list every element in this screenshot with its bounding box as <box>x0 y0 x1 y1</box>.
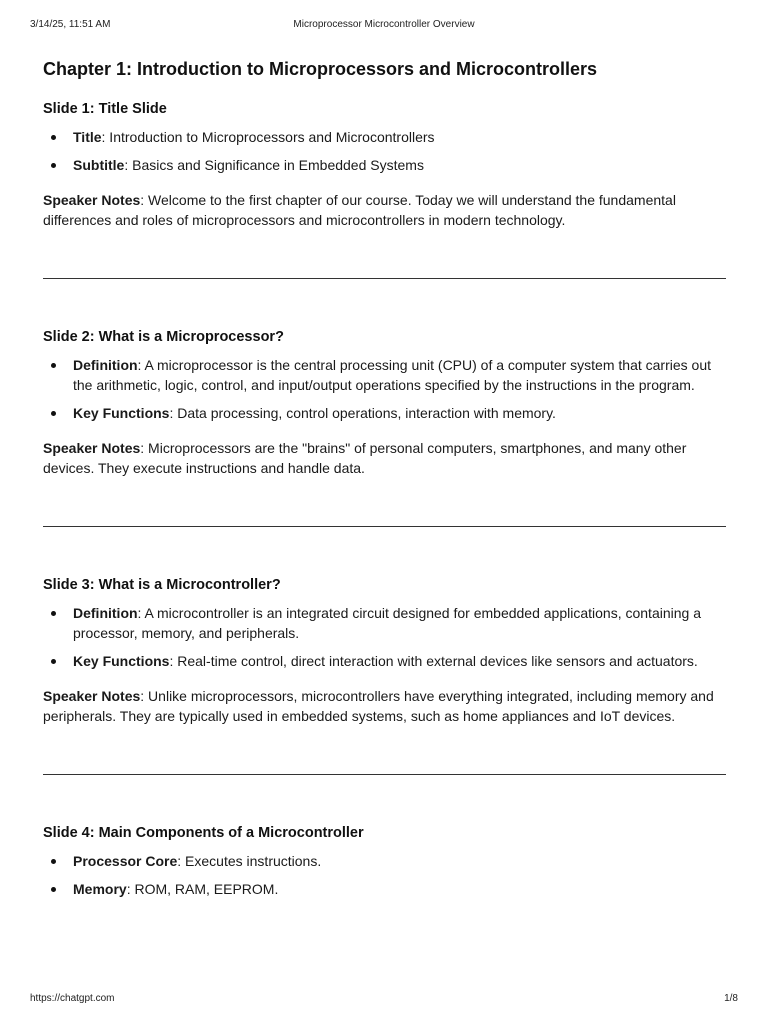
bullet-term: Key Functions <box>73 653 170 669</box>
list-item <box>43 603 726 643</box>
list-item <box>43 403 726 423</box>
bullet-text: : Basics and Significance in Embedded Systems <box>124 157 424 173</box>
bullet-list <box>43 851 726 899</box>
print-header <box>30 19 738 33</box>
page-number: 1/8 <box>724 993 738 1004</box>
speaker-notes-text: : Unlike microprocessors, microcontrollers have everything integrated, including memory and peripherals. They are typically used in embedded systems, such as home appliances and IoT devices. <box>43 688 714 724</box>
print-datetime: 3/14/25, 11:51 AM <box>30 19 111 30</box>
chapter-title: Chapter 1: Introduction to Microprocessors and Microcontrollers <box>43 59 598 79</box>
list-item <box>43 155 726 175</box>
bullet-text: : Data processing, control operations, interaction with memory. <box>169 405 556 421</box>
slide-section <box>43 327 726 478</box>
bullet-list <box>43 355 726 423</box>
slide-heading: Slide 4: Main Components of a Microcontroller <box>43 825 364 841</box>
bullet-text: : A microprocessor is the central processing unit (CPU) of a computer system that carries out the arithmetic, logic, control, and input/output operations specified by the instructions in the program. <box>73 357 711 393</box>
list-item <box>43 651 726 671</box>
speaker-notes <box>43 438 726 478</box>
document-body <box>43 55 726 914</box>
bullet-text: : Introduction to Microprocessors and Microcontrollers <box>101 129 435 145</box>
bullet-term: Key Functions <box>73 405 170 421</box>
bullet-term: Definition <box>73 357 138 373</box>
bullet-text: : ROM, RAM, EEPROM. <box>126 881 279 897</box>
bullet-term: Definition <box>73 605 138 621</box>
speaker-notes-label: Speaker Notes <box>43 688 141 704</box>
list-item <box>43 127 726 147</box>
bullet-text: : A microcontroller is an integrated circuit designed for embedded applications, containing a processor, memory, and peripherals. <box>73 605 701 641</box>
speaker-notes-label: Speaker Notes <box>43 440 141 456</box>
slide-section <box>43 823 726 899</box>
slide-section <box>43 575 726 726</box>
speaker-notes-label: Speaker Notes <box>43 192 141 208</box>
slide-heading: Slide 1: Title Slide <box>43 101 167 117</box>
bullet-term: Memory <box>73 881 127 897</box>
bullet-list <box>43 127 726 175</box>
list-item <box>43 355 726 395</box>
section-divider <box>43 278 726 279</box>
list-item <box>43 851 726 871</box>
speaker-notes <box>43 686 726 726</box>
print-source-url: https://chatgpt.com <box>30 993 115 1004</box>
bullet-list <box>43 603 726 671</box>
bullet-text: : Executes instructions. <box>177 853 322 869</box>
bullet-term: Title <box>73 129 102 145</box>
list-item <box>43 879 726 899</box>
speaker-notes-text: : Welcome to the first chapter of our course. Today we will understand the fundamental differences and roles of microprocessors and microcontrollers in modern technology. <box>43 192 676 228</box>
speaker-notes-text: : Microprocessors are the "brains" of personal computers, smartphones, and many other devices. They execute instructions and handle data. <box>43 440 687 476</box>
slide-heading: Slide 2: What is a Microprocessor? <box>43 329 284 345</box>
section-divider <box>43 774 726 775</box>
print-footer <box>30 993 738 1007</box>
bullet-text: : Real-time control, direct interaction with external devices like sensors and actuators. <box>169 653 698 669</box>
slide-section <box>43 99 726 230</box>
bullet-term: Processor Core <box>73 853 178 869</box>
bullet-term: Subtitle <box>73 157 125 173</box>
speaker-notes <box>43 190 726 230</box>
section-divider <box>43 526 726 527</box>
print-document-title: Microprocessor Microcontroller Overview <box>293 19 475 30</box>
slide-heading: Slide 3: What is a Microcontroller? <box>43 577 281 593</box>
